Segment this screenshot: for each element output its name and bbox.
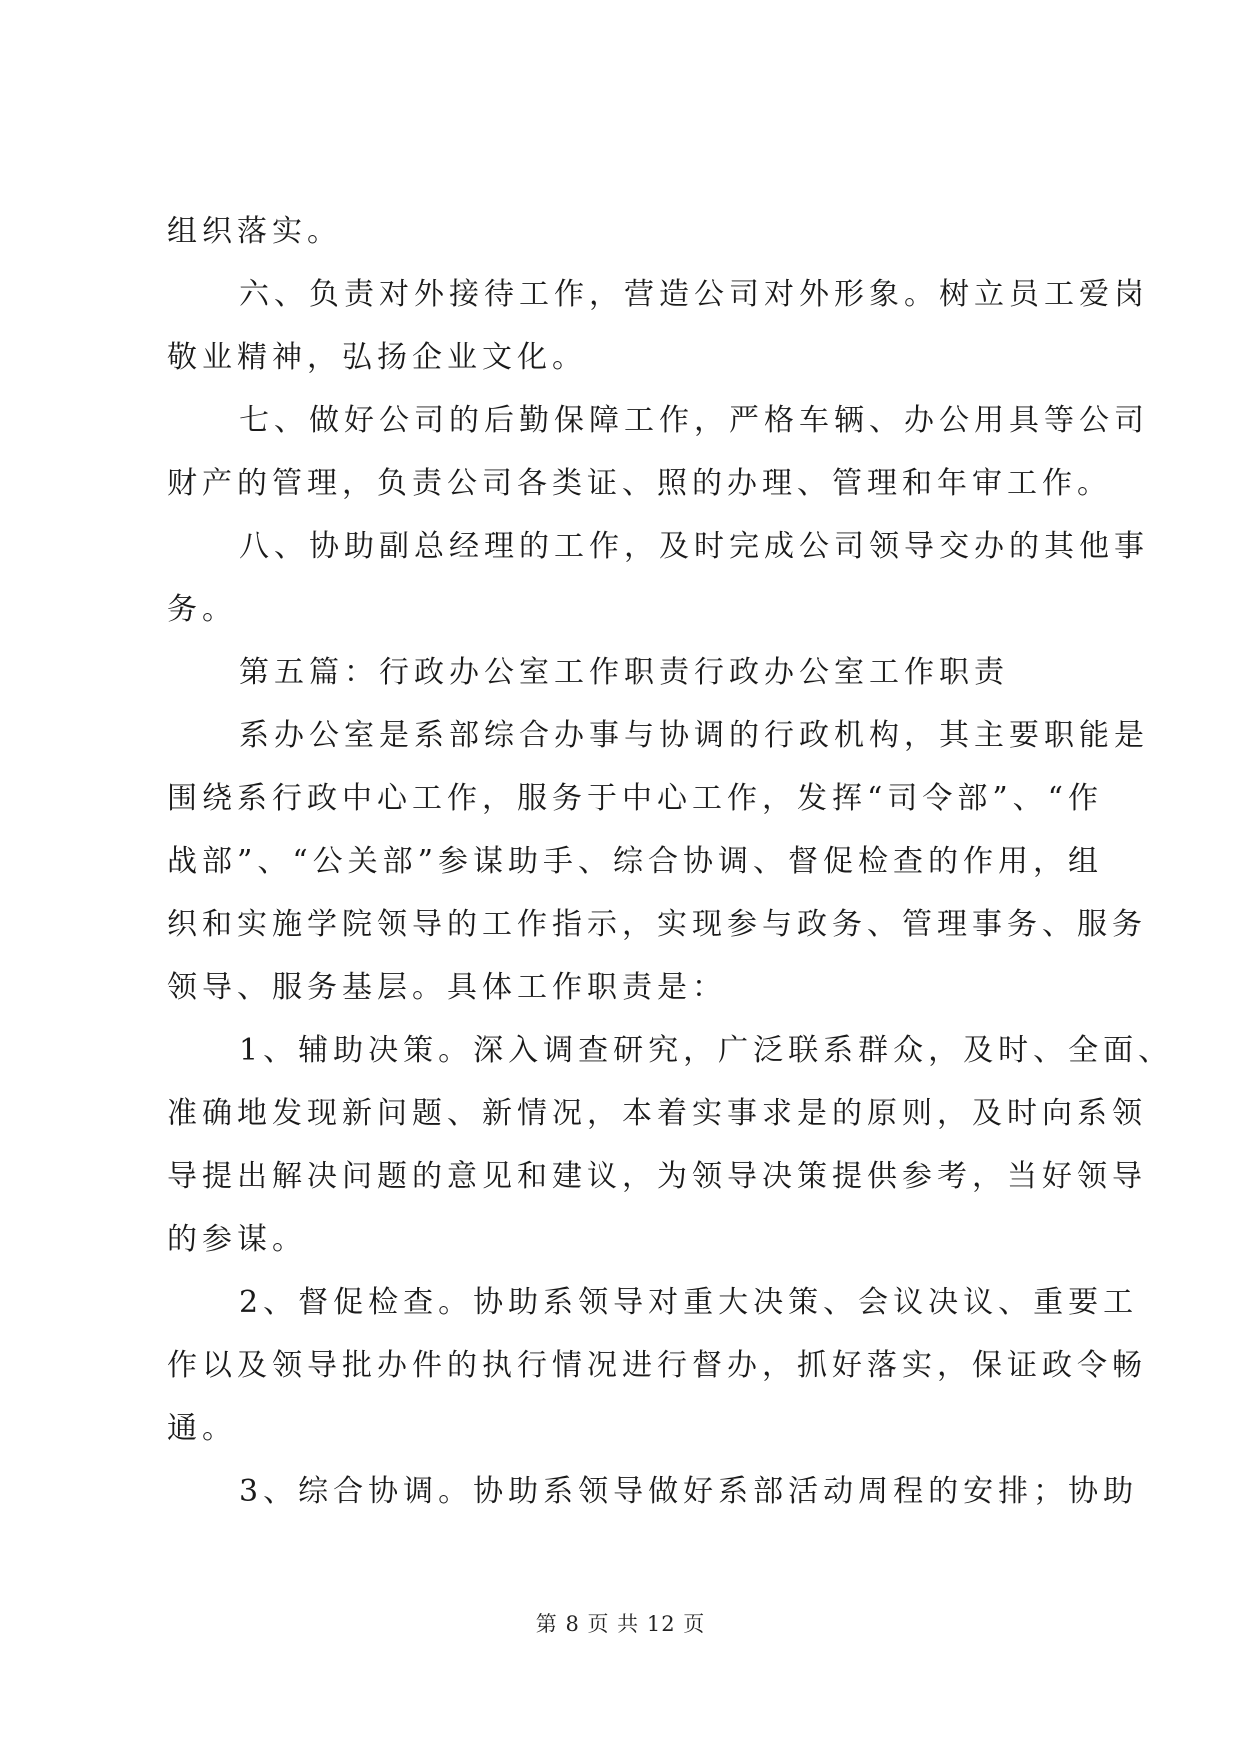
text-line: 系办公室是系部综合办事与协调的行政机构，其主要职能是 xyxy=(239,718,1149,753)
text-line: 织和实施学院领导的工作指示，实现参与政务、管理事务、服务 xyxy=(167,907,1147,942)
text-line: 导提出解决问题的意见和建议，为领导决策提供参考，当好领导 xyxy=(167,1159,1147,1194)
section-heading xyxy=(167,641,1087,704)
document-body xyxy=(167,200,1174,1523)
paragraph-duty-3 xyxy=(167,1460,1139,1523)
text-line: 准确地发现新问题、新情况，本着实事求是的原则，及时向系领 xyxy=(167,1096,1147,1131)
text-line: 的参谋。 xyxy=(167,1222,307,1257)
text-line: 通。 xyxy=(167,1411,237,1446)
page-number-footer: 第 8 页 共 12 页 xyxy=(535,1612,706,1636)
text-line: 战部”、“公关部”参谋助手、综合协调、督促检查的作用，组 xyxy=(167,844,1104,879)
paragraph-duty-1 xyxy=(167,1019,1174,1271)
text-line: 七、做好公司的后勤保障工作，严格车辆、办公用具等公司 xyxy=(239,403,1149,438)
paragraph-item-6 xyxy=(167,263,1149,389)
text-line: 围绕系行政中心工作，服务于中心工作，发挥“司令部”、“作 xyxy=(167,781,1104,816)
text-line: 六、负责对外接待工作，营造公司对外形象。树立员工爱岗 xyxy=(239,277,1149,312)
text-line: 作以及领导批办件的执行情况进行督办，抓好落实，保证政令畅 xyxy=(167,1348,1147,1383)
paragraph-item-7 xyxy=(167,389,1149,515)
text-line: 3、综合协调。协助系领导做好系部活动周程的安排；协助 xyxy=(239,1474,1139,1509)
paragraph-continuation xyxy=(167,200,1087,263)
heading-line: 第五篇：行政办公室工作职责行政办公室工作职责 xyxy=(239,655,1009,690)
text-line: 组织落实。 xyxy=(167,214,342,249)
text-line: 领导、服务基层。具体工作职责是： xyxy=(167,970,727,1005)
text-line: 1、辅助决策。深入调查研究，广泛联系群众，及时、全面、 xyxy=(239,1033,1174,1068)
text-line: 财产的管理，负责公司各类证、照的办理、管理和年审工作。 xyxy=(167,466,1112,501)
paragraph-duty-2 xyxy=(167,1271,1147,1460)
text-line: 敬业精神，弘扬企业文化。 xyxy=(167,340,587,375)
text-line: 八、协助副总经理的工作，及时完成公司领导交办的其他事 xyxy=(239,529,1149,564)
text-line: 2、督促检查。协助系领导对重大决策、会议决议、重要工 xyxy=(239,1285,1139,1320)
paragraph-item-8 xyxy=(167,515,1149,641)
paragraph-intro xyxy=(167,704,1149,1019)
text-line: 务。 xyxy=(167,592,237,627)
